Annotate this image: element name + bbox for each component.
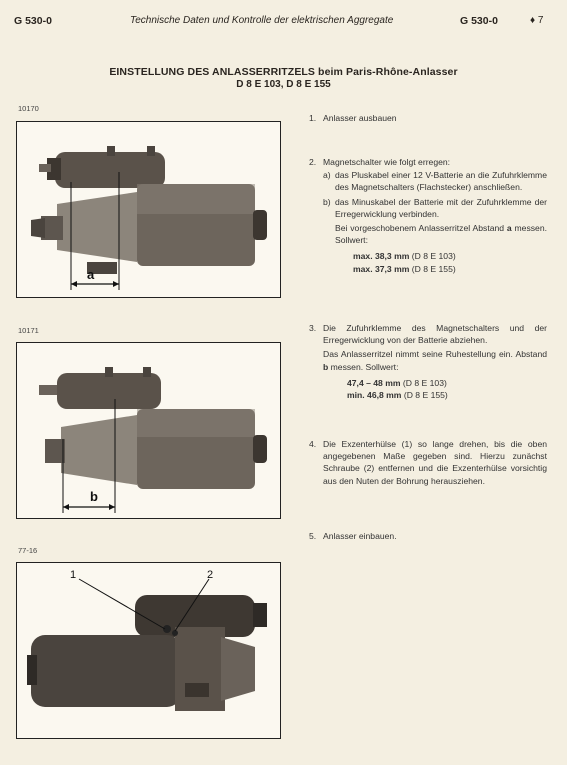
step-number: 1. xyxy=(309,113,317,123)
figure-1-photo xyxy=(16,121,281,298)
page-subtitle: D 8 E 103, D 8 E 155 xyxy=(236,79,331,90)
spec-value: max. 37,3 mm (D 8 E 155) xyxy=(353,263,456,274)
figure-3-id: 77-16 xyxy=(18,546,38,555)
page-title: EINSTELLUNG DES ANLASSERRITZELS beim Paris-Rhône-Anlasser xyxy=(109,66,458,78)
step-5 xyxy=(309,530,547,542)
figure-1-id: 10170 xyxy=(18,104,39,113)
step-number: 5. xyxy=(309,531,317,541)
starter-motor-illustration-rear xyxy=(17,563,280,738)
step-number: 4. xyxy=(309,439,317,449)
section-heading: Technische Daten und Kontrolle der elektrischen Aggregate xyxy=(130,15,394,26)
step-number: 2. xyxy=(309,157,317,167)
sub-step-text: das Pluskabel einer 12 V-Batterie an die Zufuhrklemme des Magnetschalters (Flachstecker) anschließen. xyxy=(335,170,547,193)
measure-note: Bei vorgeschobenem Anlasserritzel Abstand a messen. Sollwert: xyxy=(335,223,547,246)
step-text: Anlasser einbauen. xyxy=(323,531,397,541)
page-number: ♦ 7 xyxy=(530,15,544,26)
document-code-right: G 530-0 xyxy=(460,15,498,27)
starter-motor-illustration xyxy=(17,122,280,297)
figure-2-photo xyxy=(16,342,281,519)
sub-step-label: a) xyxy=(323,170,331,181)
step-number: 3. xyxy=(309,323,317,333)
step-text: Die Exzenterhülse (1) so lange drehen, bis die oben angegebenen Maße gegeben sind. Hierzu zunächst Schraube (2) entfernen und die Exzenterhülse vorsichtig aus den Nuten der Bohrung herausziehen. xyxy=(323,439,547,486)
callout-1: 1 xyxy=(70,569,77,581)
figure-3-photo xyxy=(16,562,281,739)
step-1 xyxy=(309,112,547,124)
step-text: Die Zufuhrklemme des Magnetschalters und der Erregerwicklung von der Batterie abziehen. xyxy=(323,323,547,346)
spec-value: min. 46,8 mm (D 8 E 155) xyxy=(347,390,448,401)
callout-b: b xyxy=(90,489,98,504)
step-text: Magnetschalter wie folgt erregen: xyxy=(323,157,451,167)
figure-2-id: 10171 xyxy=(18,326,39,335)
step-4 xyxy=(309,438,547,487)
starter-motor-illustration-rest xyxy=(17,343,280,518)
spec-value: max. 38,3 mm (D 8 E 103) xyxy=(353,251,456,262)
spec-value: 47,4 – 48 mm (D 8 E 103) xyxy=(347,377,447,388)
step-2 xyxy=(309,156,547,275)
sub-step-label: b) xyxy=(323,196,331,207)
measure-note: Das Anlasserritzel nimmt seine Ruhestellung ein. Abstand b messen. Sollwert: xyxy=(323,349,547,372)
step-3 xyxy=(309,322,547,401)
callout-2: 2 xyxy=(207,569,214,581)
sub-step-text: das Minuskabel der Batterie mit der Zufuhrklemme der Erregerwicklung verbinden. xyxy=(335,196,547,219)
step-text: Anlasser ausbauen xyxy=(323,113,397,123)
document-code-left: G 530-0 xyxy=(14,15,52,27)
callout-a: a xyxy=(87,267,95,282)
